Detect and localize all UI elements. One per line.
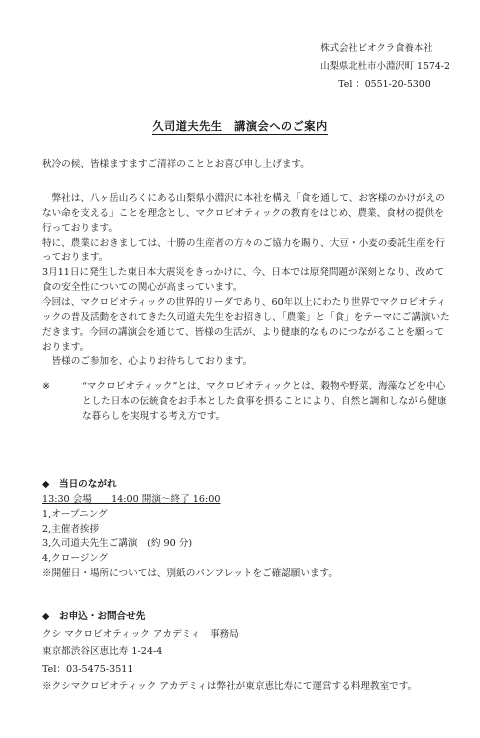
schedule-item: 2,主催者挨拶 [42,523,100,535]
contact-org: クシ マクロビオティック アカデミィ 事務局 [42,628,239,640]
document-title-text: 久司道夫先生 講演会へのご案内 [152,119,328,133]
contact-address: 東京都渋谷区恵比寿 1-24-4 [42,646,163,658]
sender-tel: Tel ：0551-20-5300 [338,79,431,90]
contact-heading: ◆ お申込・お問合せ先 [42,611,146,622]
contact-note: ※クシマクロビオティック アカデミィは弊社が東京恵比寿にて運営する料理教室です。 [42,681,418,693]
schedule-time: 13:30 会場 14:00 開演～終了 16:00 [42,493,221,505]
document-title [0,118,480,135]
body-paragraph-4: 今回は、マクロビオティックの世界的リーダであり、60年以上にわたり世界でマクロビオティックの普及活動をされてきた久司道夫先生をお招きし、「農業」と「食」をテーマにご講演いただきます。今回の講演会を通じて、皆様の生活が、より健康的なものにつながることを願っております。 [42,297,450,353]
contact-tel: Tel：03-5475-3511 [42,663,134,675]
schedule-item: 3,久司道夫先生ご講演 (約 90 分) [42,538,193,550]
body-paragraph-2: 特に、農業におきましては、十勝の生産者の方々のご協力を賜り、大豆・小麦の委託生産を行っております。 [42,237,445,264]
schedule-item: 4,クロージング [42,553,109,565]
schedule-heading: ◆ 当日のながれ [42,479,117,490]
note-text: “マクロビオティック”とは、マクロビオティックとは、穀物や野菜、海藻などを中心とした日本の伝統食をお手本とした食事を摂ることにより、自然と調和しながら健康な暮らしを実現する考え方です。 [82,381,447,422]
contact-section [42,608,462,696]
greeting-text: 秋冷の候、皆様ますますご清祥のこととお喜び申し上げます。 [42,159,310,170]
sender-address: 山梨県北杜市小淵沢町 1574-2 [320,61,450,72]
greeting-block [42,158,452,173]
body-paragraph-3: 3月11日に発生した東日本大震災をきっかけに、今、日本では原発問題が深刻となり、改めて食の安全性についての関心が高まっています。 [42,267,445,294]
sender-block [320,40,450,94]
schedule-note: ※開催日・場所については、別紙のパンフレットをご確認願います。 [42,568,338,580]
body-block [42,192,452,370]
body-paragraph-5: 皆様のご参加を、心よりお待ちしております。 [51,356,253,368]
note-mark: ※ [42,381,51,392]
body-paragraph-1: 弊社は、八ヶ岳山ろくにある山梨県小淵沢に本社を構え「食を通して、お客様のかけがえのない命を支える」ことを理念とし、マクロビオティックの教育をはじめ、農業、食材の提供を行っております。 [42,193,445,234]
schedule-item: 1,オープニング [42,508,108,520]
definition-note [42,380,452,425]
schedule-section [42,478,452,582]
sender-company: 株式会社ビオクラ食養本社 [320,43,433,54]
